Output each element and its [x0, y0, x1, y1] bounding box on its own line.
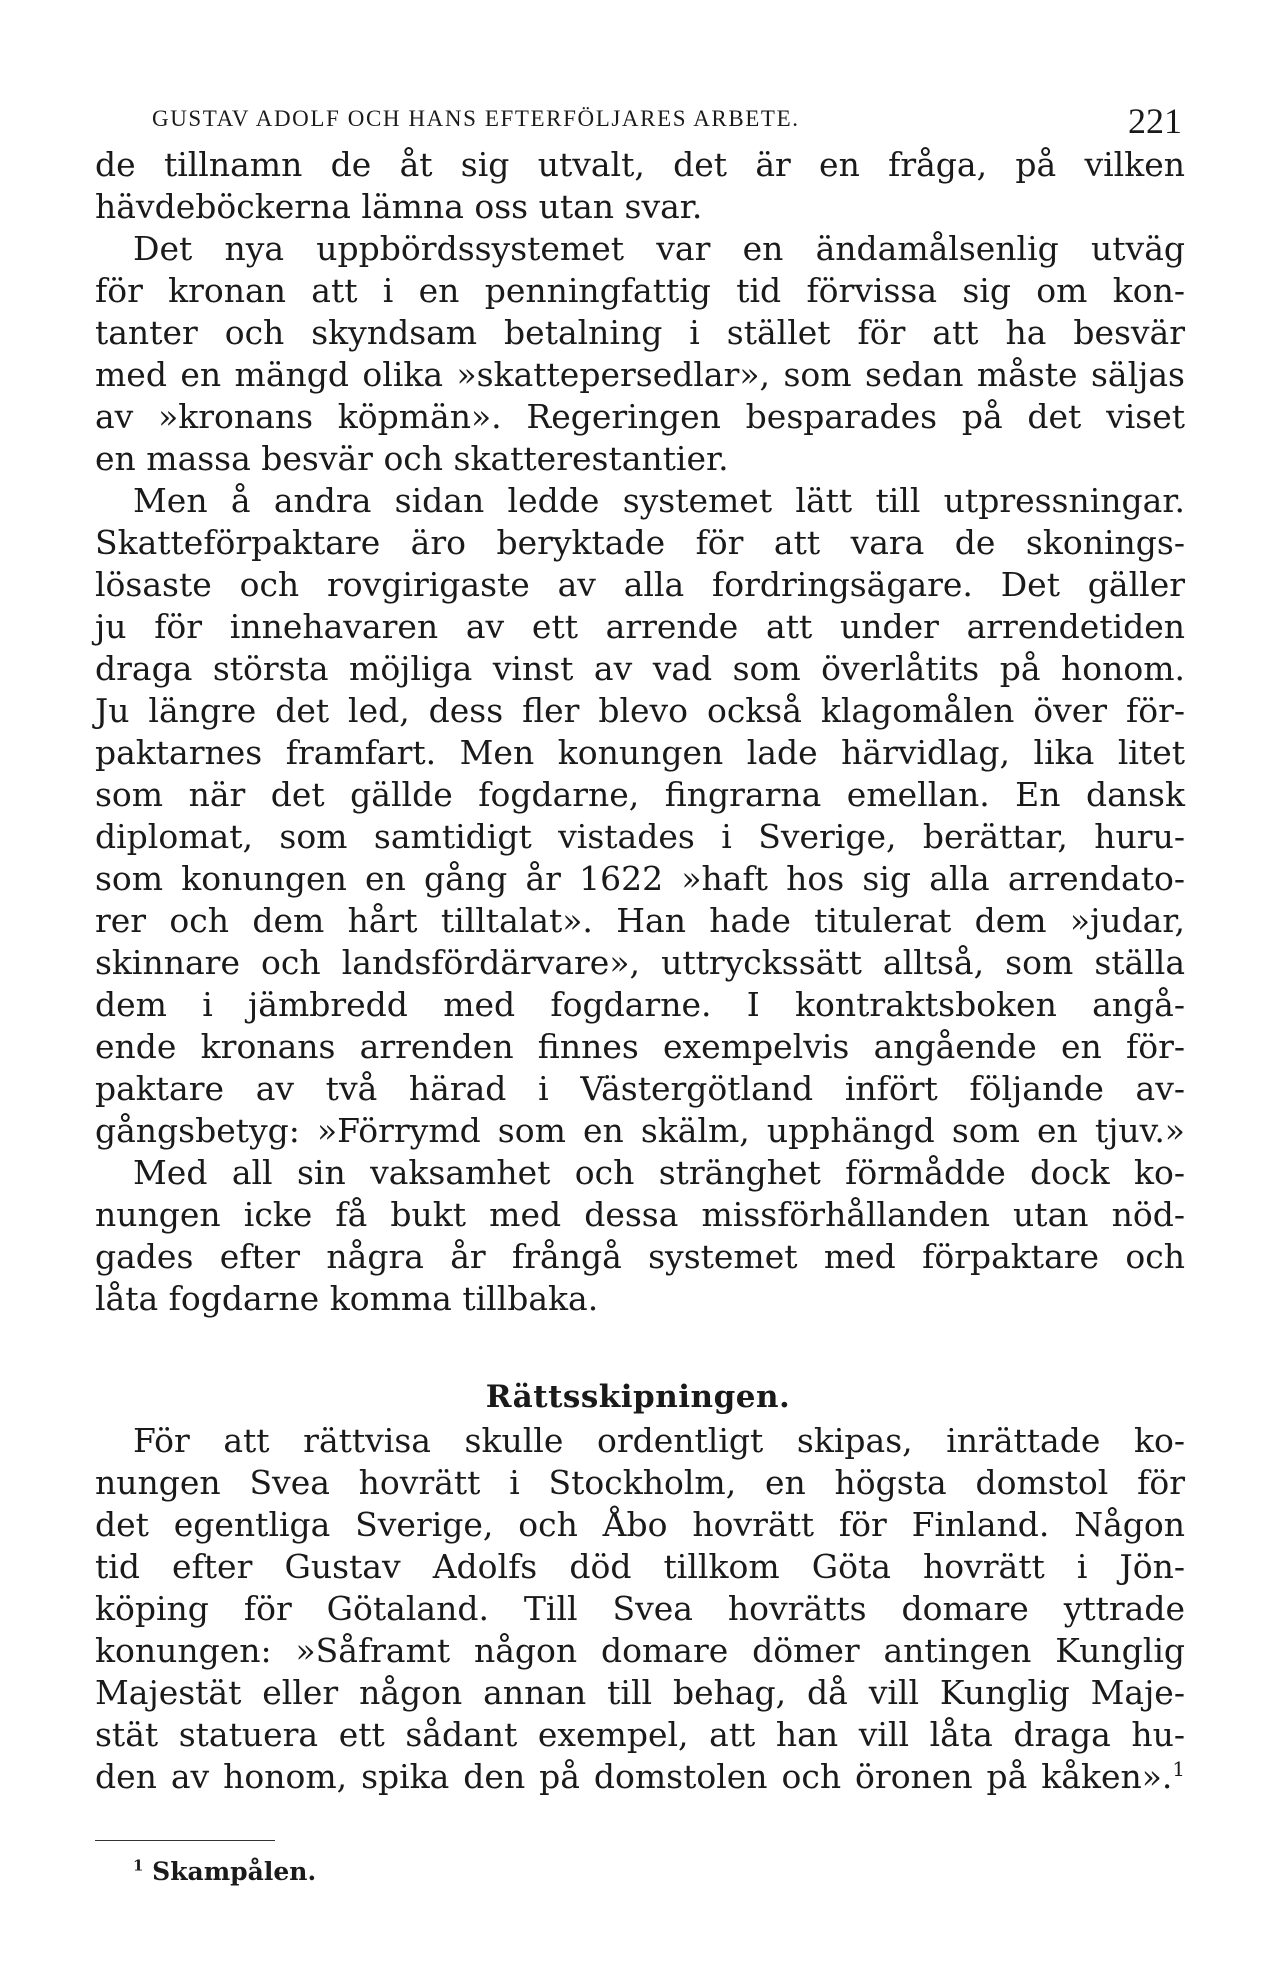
- text-line: dem i jämbredd med fogdarne. I kontraktsboken angå-: [95, 985, 1185, 1024]
- text-line: som konungen en gång år 1622 »haft hos sig alla arrendato-: [95, 859, 1185, 898]
- text-line: gades efter några år frångå systemet med förpaktare och: [95, 1237, 1185, 1276]
- text-line: Majestät eller någon annan till behag, då vill Kunglig Maje-: [95, 1673, 1185, 1712]
- text-line: gångsbetyg: »Förrymd som en skälm, upphängd som en tjuv.»: [95, 1111, 1185, 1150]
- text-line: tanter och skyndsam betalning i stället för att ha besvär: [95, 313, 1185, 352]
- text-line: paktare av två härad i Västergötland infört följande av-: [95, 1069, 1185, 1108]
- running-title: GUSTAV ADOLF OCH HANS EFTERFÖLJARES ARBETE.: [152, 106, 800, 131]
- text-line: för kronan att i en penningfattig tid förvissa sig om kon-: [95, 271, 1185, 310]
- text-line: Skatteförpaktare äro beryktade för att vara de skonings-: [95, 523, 1185, 562]
- text-line: de tillnamn de åt sig utvalt, det är en fråga, på vilken: [95, 145, 1185, 184]
- running-header: [152, 100, 1182, 144]
- footnote-text: Skampålen.: [152, 1857, 317, 1886]
- text-line: med en mängd olika »skattepersedlar», som sedan måste säljas: [95, 355, 1185, 394]
- text-line: Med all sin vaksamhet och stränghet förmådde dock ko-: [133, 1153, 1185, 1192]
- text-line: som när det gällde fogdarne, fingrarna emellan. En dansk: [95, 775, 1185, 814]
- text-line: hävdeböckerna lämna oss utan svar.: [95, 187, 703, 226]
- section-heading: Rättsskipningen.: [485, 1379, 791, 1415]
- page-number: 221: [1128, 101, 1182, 141]
- text-line: nungen icke få bukt med dessa missförhållanden utan nöd-: [95, 1195, 1185, 1234]
- text-line: låta fogdarne komma tillbaka.: [95, 1279, 599, 1318]
- footnote: [133, 1854, 316, 1890]
- text-line: en massa besvär och skatterestantier.: [95, 439, 729, 478]
- text-line: diplomat, som samtidigt vistades i Sverige, berättar, huru-: [95, 817, 1185, 856]
- text-line: köping för Götaland. Till Svea hovrätts domare yttrade: [95, 1589, 1185, 1628]
- text-line: Ju längre det led, dess fler blevo också klagomålen över för-: [95, 691, 1185, 730]
- text-line: skinnare och landsfördärvare», uttryckssätt alltså, som ställa: [95, 943, 1185, 982]
- text-line: tid efter Gustav Adolfs död tillkom Göta hovrätt i Jön-: [95, 1547, 1185, 1586]
- text-line: För att rättvisa skulle ordentligt skipas, inrättade ko-: [133, 1421, 1185, 1460]
- text-line: ju för innehavaren av ett arrende att under arrendetiden: [95, 607, 1185, 646]
- text-line: konungen: »Såframt någon domare dömer antingen Kunglig: [95, 1631, 1185, 1670]
- text-line: ende kronans arrenden finnes exempelvis angående en för-: [95, 1027, 1185, 1066]
- text-line: paktarnes framfart. Men konungen lade härvidlag, lika litet: [95, 733, 1185, 772]
- text-line: nungen Svea hovrätt i Stockholm, en högsta domstol för: [95, 1463, 1185, 1502]
- text-line-content: den av honom, spika den på domstolen och öronen på kåken».: [95, 1757, 1173, 1796]
- footnote-divider: [95, 1840, 275, 1841]
- footnote-reference: 1: [1172, 1758, 1185, 1781]
- text-line: lösaste och rovgirigaste av alla fordringsägare. Det gäller: [95, 565, 1185, 604]
- text-line: Men å andra sidan ledde systemet lätt till utpressningar.: [133, 481, 1185, 520]
- text-line: draga största möjliga vinst av vad som överlåtits på honom.: [95, 649, 1185, 688]
- footnote-marker: 1: [133, 1856, 144, 1875]
- text-line: av »kronans köpmän». Regeringen besparades på det viset: [95, 397, 1185, 436]
- text-line-with-note: [95, 1756, 1185, 1798]
- text-line: stät statuera ett sådant exempel, att han vill låta draga hu-: [95, 1715, 1185, 1754]
- text-line: Det nya uppbördssystemet var en ändamålsenlig utväg: [133, 229, 1185, 268]
- text-line: det egentliga Sverige, och Åbo hovrätt för Finland. Någon: [95, 1505, 1185, 1544]
- text-line: rer och dem hårt tilltalat». Han hade titulerat dem »judar,: [95, 901, 1185, 940]
